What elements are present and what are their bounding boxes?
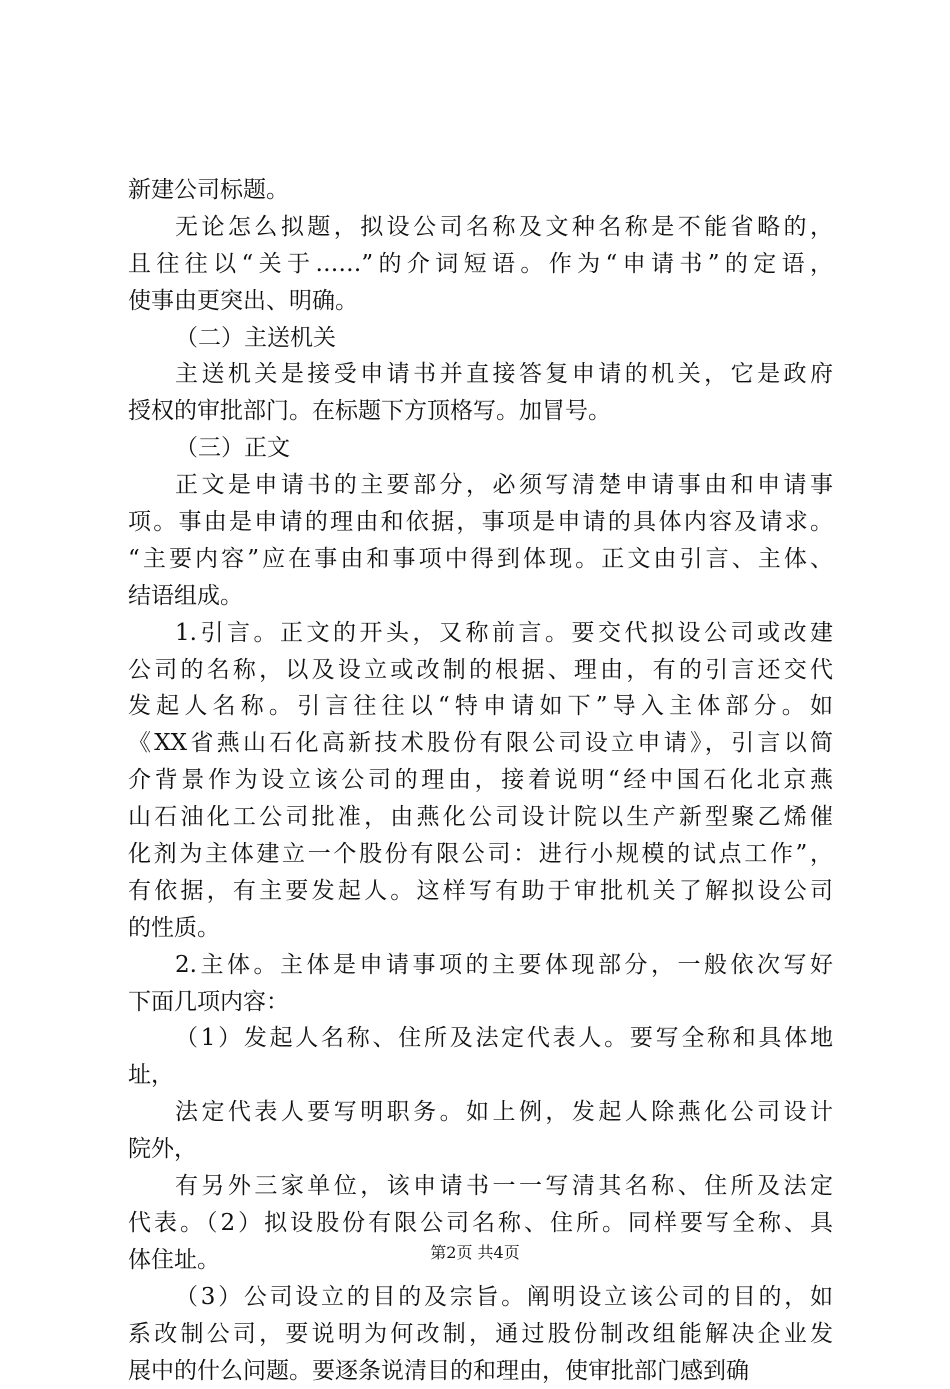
text-line: 山石油化工公司批准，由燕化公司设计院以生产新型聚乙烯催 xyxy=(128,799,833,836)
text-line: 有另外三家单位，该申请书一一写清其名称、住所及法定 xyxy=(128,1168,833,1205)
text-line: “主要内容”应在事由和事项中得到体现。正文由引言、主体、 xyxy=(128,541,833,578)
text-line: 院外， xyxy=(128,1131,833,1168)
text-line: 且往往以“关于……”的介词短语。作为“申请书”的定语， xyxy=(128,246,833,283)
text-line: 公司的名称，以及设立或改制的根据、理由，有的引言还交代 xyxy=(128,652,833,689)
text-line: （三）正文 xyxy=(128,430,833,467)
text-line: 体住址。 xyxy=(128,1242,833,1279)
text-line: 使事由更突出、明确。 xyxy=(128,283,833,320)
text-line: （二）主送机关 xyxy=(128,320,833,357)
text-line: 2.主体。主体是申请事项的主要体现部分，一般依次写好 xyxy=(128,947,833,984)
text-line: 授权的审批部门。在标题下方顶格写。加冒号。 xyxy=(128,393,833,430)
text-line: 系改制公司，要说明为何改制，通过股份制改组能解决企业发 xyxy=(128,1316,833,1353)
text-line: 法定代表人要写明职务。如上例，发起人除燕化公司设计 xyxy=(128,1094,833,1131)
text-line: 化剂为主体建立一个股份有限公司：进行小规模的试点工作”， xyxy=(128,836,833,873)
text-line: 发起人名称。引言往往以“特申请如下”导入主体部分。如 xyxy=(128,688,833,725)
text-line: 新建公司标题。 xyxy=(128,172,833,209)
page-footer: 第2页 共4页 xyxy=(0,1243,950,1263)
text-line: 有依据，有主要发起人。这样写有助于审批机关了解拟设公司 xyxy=(128,873,833,910)
text-line: 介背景作为设立该公司的理由，接着说明“经中国石化北京燕 xyxy=(128,762,833,799)
document-body xyxy=(128,172,833,1389)
text-line: 项。事由是申请的理由和依据，事项是申请的具体内容及请求。 xyxy=(128,504,833,541)
text-line: 的性质。 xyxy=(128,910,833,947)
text-line: 结语组成。 xyxy=(128,578,833,615)
text-line: 无论怎么拟题，拟设公司名称及文种名称是不能省略的， xyxy=(128,209,833,246)
text-line: 下面几项内容： xyxy=(128,984,833,1021)
text-line: 址， xyxy=(128,1057,833,1094)
text-line: （1）发起人名称、住所及法定代表人。要写全称和具体地 xyxy=(128,1020,833,1057)
text-line: 展中的什么问题。要逐条说清目的和理由，使审批部门感到确 xyxy=(128,1353,833,1389)
text-line: （3）公司设立的目的及宗旨。阐明设立该公司的目的，如 xyxy=(128,1279,833,1316)
text-line: 主送机关是接受申请书并直接答复申请的机关，它是政府 xyxy=(128,356,833,393)
text-line: 代表。（2）拟设股份有限公司名称、住所。同样要写全称、具 xyxy=(128,1205,833,1242)
text-line: 正文是申请书的主要部分，必须写清楚申请事由和申请事 xyxy=(128,467,833,504)
text-line: 《XX省燕山石化高新技术股份有限公司设立申请》，引言以简 xyxy=(128,725,833,762)
text-line: 1.引言。正文的开头，又称前言。要交代拟设公司或改建 xyxy=(128,615,833,652)
